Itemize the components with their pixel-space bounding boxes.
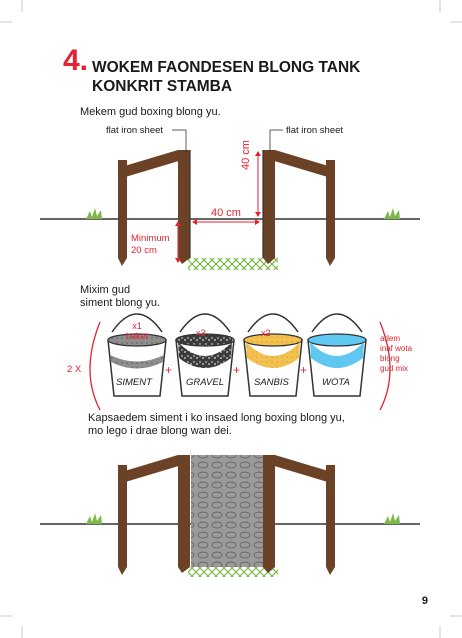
qty-gravel: x3 (196, 328, 206, 338)
poured-concrete-diagram (40, 455, 420, 577)
page-number: 9 (421, 595, 428, 607)
water-note (380, 334, 412, 374)
qty-siment-line-2: baket (125, 331, 149, 341)
qty-siment-line-1: x1 (132, 321, 142, 331)
step-number: 4. (63, 44, 89, 77)
instruction-boxing: Mekem gud boxing blong yu. (80, 106, 221, 118)
label-left-sheet: flat iron sheet (106, 125, 164, 136)
instruction-mix-line-1: Mixim gud (80, 284, 131, 296)
instruction-pour (88, 412, 345, 438)
dim-depth-line-1: Minimum (131, 233, 170, 244)
water-note-line-3: blong (380, 354, 400, 363)
title-line-1: WOKEM FAONDESEN BLONG TANK (92, 59, 361, 76)
bucket-label-sanbis: SANBIS (254, 377, 289, 388)
plus-3: + (300, 363, 308, 377)
water-note-line-4: gud mix (380, 364, 409, 373)
qty-siment (125, 321, 149, 341)
dim-depth-label (131, 233, 170, 257)
boxing-diagram (40, 130, 420, 270)
dim-height-label: 40 cm (240, 140, 252, 170)
multiplier: 2 X (67, 364, 82, 375)
instruction-pour-line-1: Kapsaedem siment i ko insaed long boxing blong yu, (88, 412, 345, 424)
bucket-label-siment: SIMENT (116, 377, 152, 388)
bucket-label-gravel: GRAVEL (186, 377, 225, 388)
dim-depth-line-2: 20 cm (131, 245, 157, 256)
instruction-mix (80, 284, 160, 310)
water-note-line-1: adem (380, 334, 401, 343)
plus-1: + (165, 363, 173, 377)
bucket-label-wota: WOTA (322, 377, 350, 388)
instruction-pour-line-2: mo lego i drae blong wan dei. (88, 425, 232, 437)
page-title (92, 58, 360, 96)
plus-2: + (233, 363, 241, 377)
label-right-sheet: flat iron sheet (286, 125, 344, 136)
instruction-mix-line-2: siment blong yu. (80, 297, 161, 309)
dim-width-label: 40 cm (211, 207, 241, 219)
qty-sanbis: x2 (261, 328, 271, 338)
title-line-2: KONKRIT STAMBA (92, 78, 233, 95)
water-note-line-2: inaf wota (380, 344, 413, 353)
